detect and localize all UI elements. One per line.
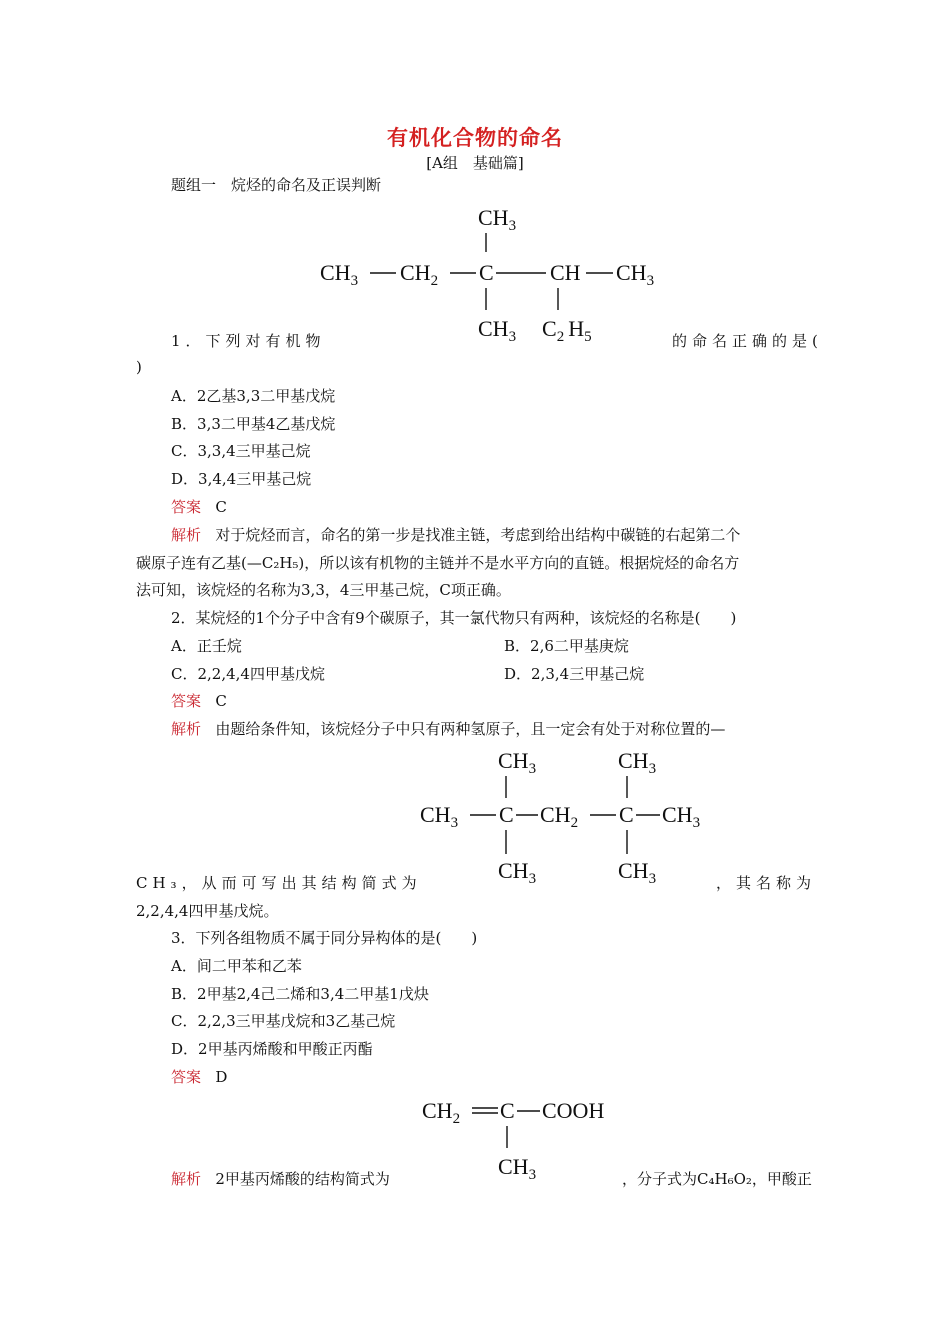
group-subtitle: [A组 基础篇]: [426, 154, 524, 172]
formula-subscript: 2: [430, 273, 439, 289]
svg-text:CH2: [422, 1098, 460, 1127]
svg-text:C2H5: [542, 316, 592, 345]
q1-analysis-line-1: [171, 525, 740, 545]
svg-text:CH3: [320, 260, 358, 289]
q3-answer: [171, 1067, 227, 1087]
formula-subscript: 5: [584, 329, 592, 345]
q1-option-c: C．3,3,4三甲基己烷: [171, 442, 311, 460]
structural-formula-q2: [418, 742, 718, 887]
q1-stem-left: 1．下列对有机物: [171, 332, 326, 350]
answer-label: 答案: [171, 1068, 202, 1086]
q3-analysis-right: ，分子式为C₄H₆O₂，甲酸正: [622, 1170, 812, 1188]
formula-subscript: 3: [350, 273, 359, 289]
page-title: 有机化合物的命名: [387, 126, 563, 150]
q1-analysis-line-2: 碳原子连有乙基(—C₂H₅)，所以该有机物的主链并不是水平方向的直链。根据烷烃的命名方: [136, 554, 740, 572]
formula-text: C: [619, 802, 634, 827]
svg-text:CH2: [400, 260, 438, 289]
formula-text: CH: [478, 205, 509, 230]
answer-value: D: [215, 1068, 228, 1086]
answer-label: 答案: [171, 692, 202, 710]
svg-text:CH2: [540, 802, 578, 831]
formula-text: CH: [422, 1098, 453, 1123]
q1-analysis-line-3: 法可知，该烷烃的名称为3,3，4三甲基己烷，C项正确。: [136, 581, 511, 599]
q2-option-a: A．正壬烷: [171, 637, 242, 655]
q3-option-a: A．间二甲苯和乙苯: [171, 957, 302, 975]
formula-text: H: [568, 316, 585, 341]
q3-option-b: B．2甲基2,4己二烯和3,4二甲基1戊炔: [171, 985, 429, 1003]
formula-subscript: 2: [570, 815, 579, 831]
q1-option-a: A．2乙基3,3二甲基戊烷: [171, 387, 336, 405]
q1-answer: [171, 497, 227, 517]
formula-subscript: 3: [528, 1167, 537, 1183]
formula-text: CH: [498, 858, 529, 883]
svg-text:CH3: [478, 316, 516, 345]
analysis-text: CH₃，从而可写出其结构简式为: [136, 874, 422, 892]
formula-subscript: 3: [692, 815, 701, 831]
q3-option-d: D．2甲基丙烯酸和甲酸正丙酯: [171, 1040, 373, 1058]
formula-text: CH: [618, 748, 649, 773]
q3-analysis-left: [171, 1169, 390, 1189]
structural-formula-q1: [318, 200, 678, 345]
q3-stem: 3．下列各组物质不属于同分异构体的是( ): [171, 929, 478, 947]
svg-text:CH3: [662, 802, 700, 831]
formula-subscript: 3: [528, 871, 537, 887]
svg-text:CH3: [618, 748, 656, 777]
formula-subscript: 3: [508, 329, 517, 345]
formula-text: CH: [540, 802, 571, 827]
formula-text: C: [479, 260, 494, 285]
q2-option-b: B．2,6二甲基庚烷: [504, 637, 629, 655]
formula-text: COOH: [542, 1098, 605, 1123]
svg-text:CH3: [498, 748, 536, 777]
analysis-label: 解析: [171, 526, 202, 544]
formula-text: CH: [320, 260, 351, 285]
q2-analysis-line-1: [171, 719, 725, 739]
analysis-label: 解析: [171, 1170, 202, 1188]
svg-text:CH3: [498, 1154, 536, 1183]
q2-analysis-line-2: [136, 873, 816, 893]
svg-text:CH3: [420, 802, 458, 831]
q2-answer: [171, 691, 227, 711]
q2-analysis-line-3: 2,2,4,4四甲基戊烷。: [136, 902, 279, 920]
analysis-text: 由题给条件知，该烷烃分子中只有两种氢原子，且一定会有处于对称位置的—: [215, 720, 726, 738]
formula-subscript: 2: [556, 329, 565, 345]
answer-value: C: [215, 498, 227, 516]
q2-stem: 2．某烷烃的1个分子中含有9个碳原子，其一氯代物只有两种，该烷烃的名称是( ): [171, 609, 737, 627]
formula-subscript: 3: [646, 273, 655, 289]
analysis-text: 2甲基丙烯酸的结构简式为: [215, 1170, 390, 1188]
formula-text: CH: [550, 260, 581, 285]
answer-label: 答案: [171, 498, 202, 516]
svg-text:CH3: [478, 205, 516, 234]
structural-formula-q3: [420, 1090, 630, 1182]
formula-text: CH: [618, 858, 649, 883]
q2-option-c: C．2,2,4,4四甲基戊烷: [171, 665, 325, 683]
answer-value: C: [215, 692, 227, 710]
formula-text: C: [500, 1098, 515, 1123]
formula-subscript: 3: [450, 815, 459, 831]
formula-subscript: 3: [508, 218, 517, 234]
q1-option-d: D．3,4,4三甲基己烷: [171, 470, 312, 488]
svg-text:CH3: [616, 260, 654, 289]
q2-option-d: D．2,3,4三甲基己烷: [504, 665, 645, 683]
formula-subscript: 3: [648, 871, 657, 887]
formula-text: CH: [498, 1154, 529, 1179]
formula-subscript: 3: [648, 761, 657, 777]
formula-text: CH: [662, 802, 693, 827]
formula-text: C: [542, 316, 557, 341]
formula-text: CH: [616, 260, 647, 285]
analysis-label: 解析: [171, 720, 202, 738]
section-heading: 题组一 烷烃的命名及正误判断: [171, 176, 382, 194]
q1-option-b: B．3,3二甲基4乙基戊烷: [171, 415, 336, 433]
q3-option-c: C．2,2,3三甲基戊烷和3乙基己烷: [171, 1012, 396, 1030]
q1-stem-close: ): [136, 358, 142, 376]
formula-subscript: 3: [528, 761, 537, 777]
formula-text: CH: [420, 802, 451, 827]
q1-stem-right: 的命名正确的是(: [672, 332, 823, 350]
formula-text: CH: [498, 748, 529, 773]
analysis-text: 对于烷烃而言，命名的第一步是找准主链，考虑到给出结构中碳链的右起第二个: [215, 526, 741, 544]
formula-text: CH: [400, 260, 431, 285]
formula-subscript: 2: [452, 1111, 461, 1127]
formula-text: CH: [478, 316, 509, 341]
analysis-text: ，其名称为: [715, 874, 816, 892]
formula-text: C: [499, 802, 514, 827]
